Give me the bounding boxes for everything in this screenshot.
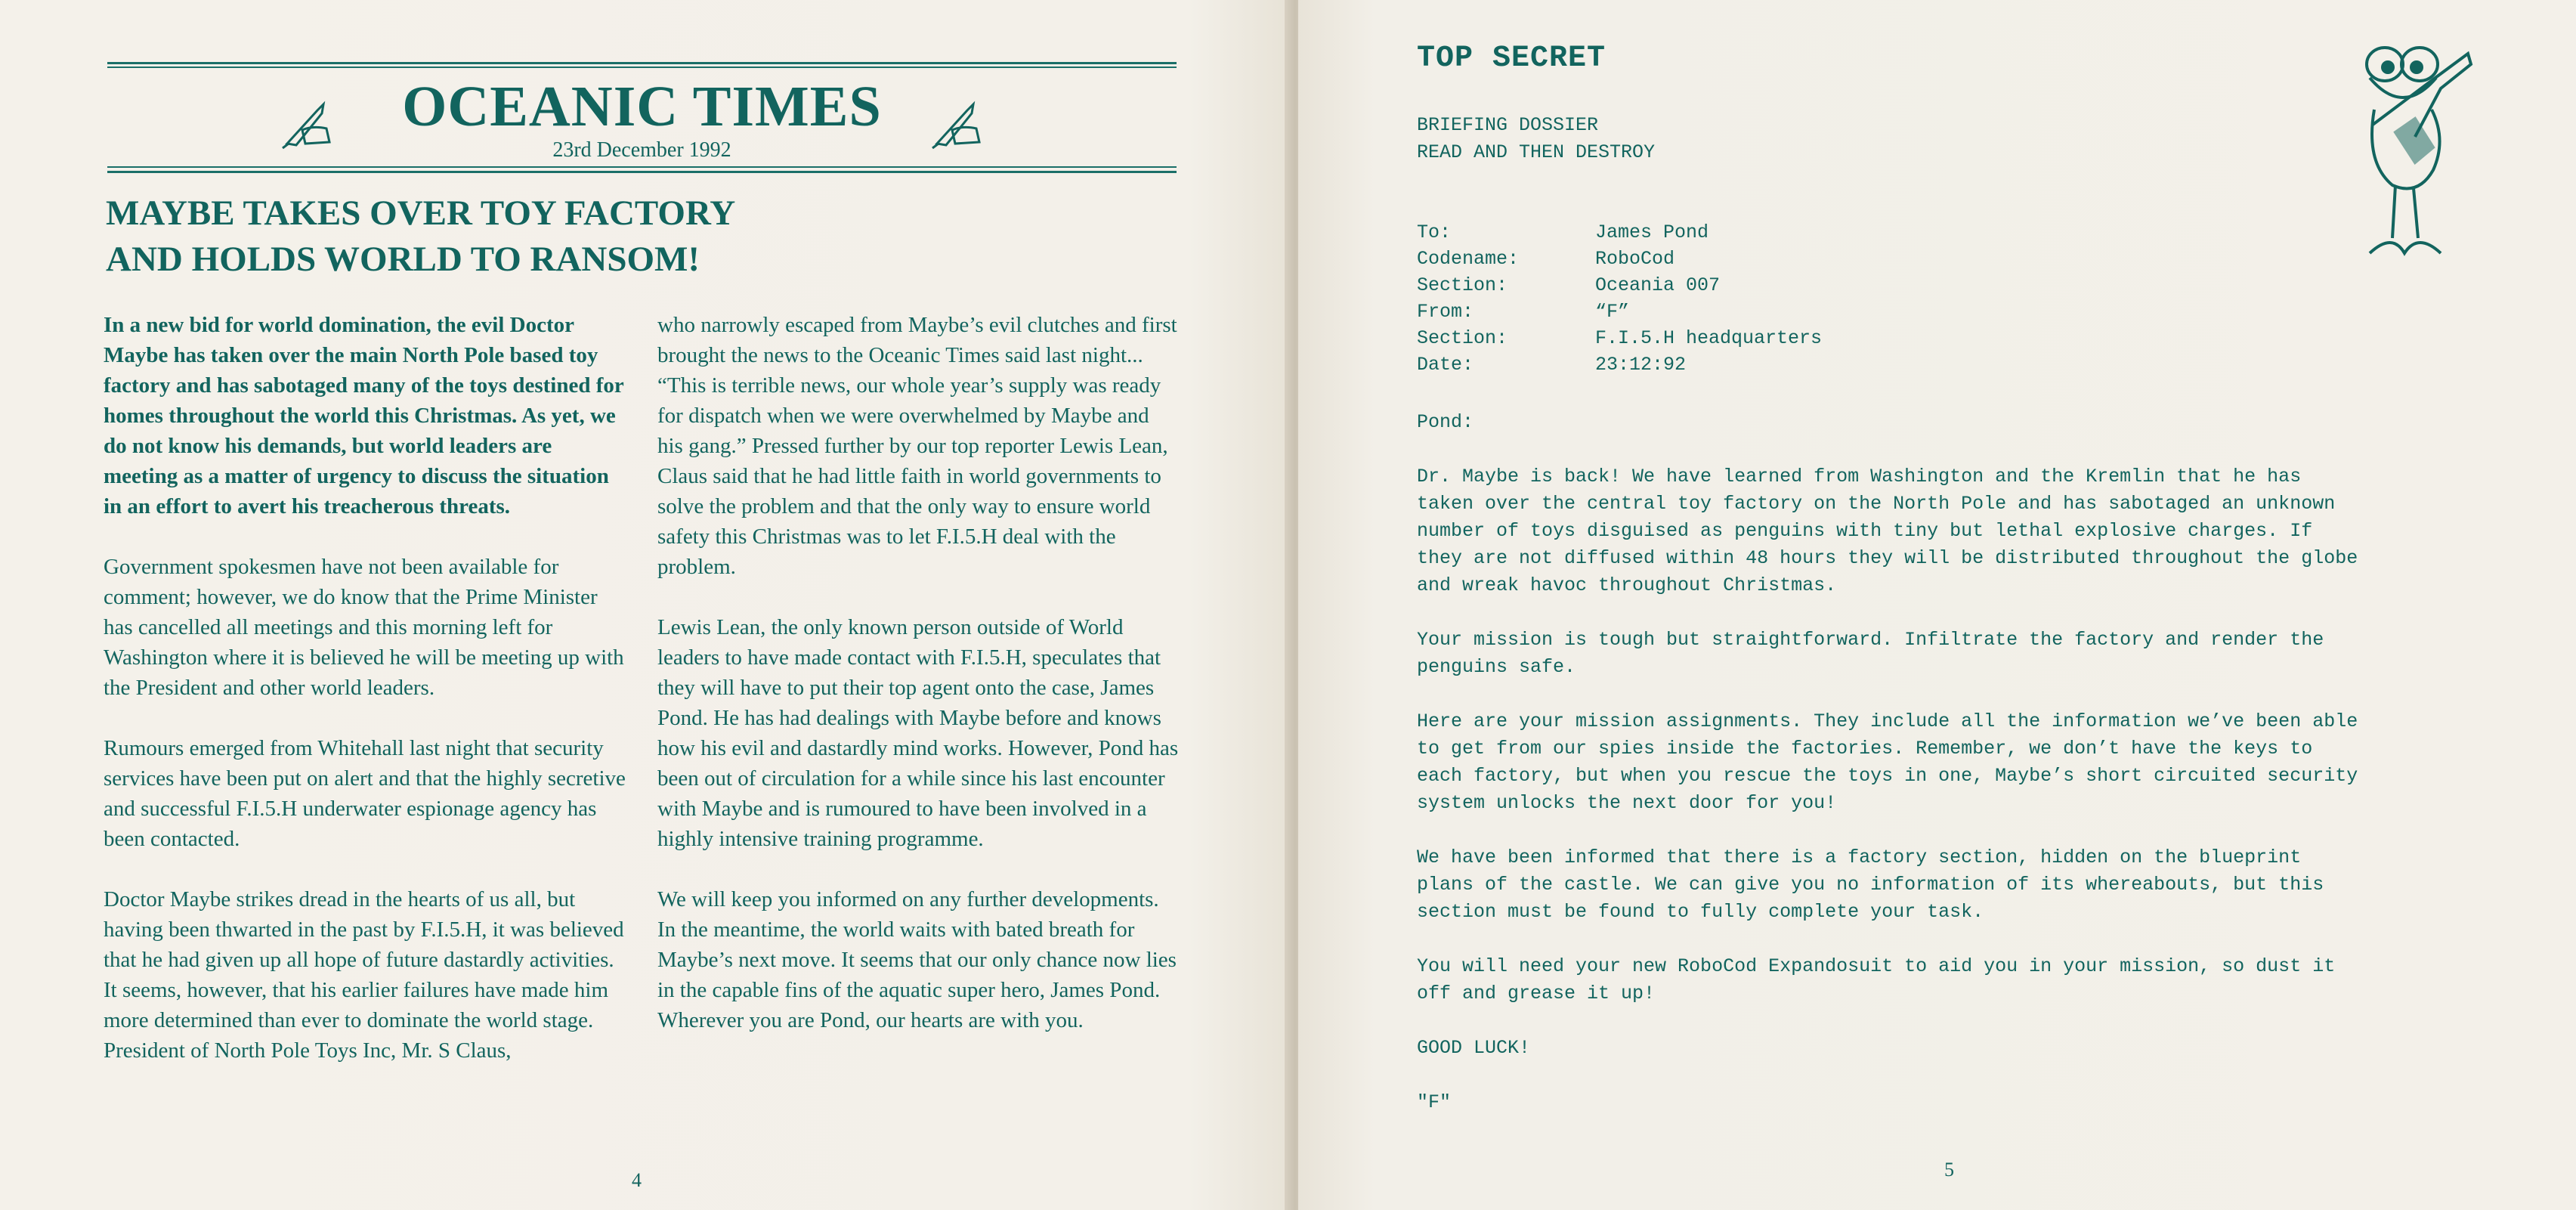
- field-row: [1417, 299, 1822, 325]
- article-paragraph: who narrowly escaped from Maybe’s evil clutches and first brought the news to the Oceanic Times said last night... “This is terrible news, our whole year’s supply was ready for dispatch when we were overwhelmed by Maybe and his gang.” Pressed further by our top reporter Lewis Lean, Claus said that he had little faith in world governments to solve the problem and that the only way to ensure world safety this Christmas was to let F.I.5.H deal with the problem.: [657, 313, 1177, 579]
- briefing-paragraph: We have been informed that there is a factory section, hidden on the blueprint plans of the castle. We can give you no information of its whereabouts, but this section must be found to fully complete your task.: [1417, 846, 2324, 923]
- article-paragraph: Rumours emerged from Whitehall last night that security services have been put on alert and that the highly secretive and successful F.I.5.H underwater espionage agency has been contacted.: [104, 736, 626, 851]
- field-label: Codename:: [1417, 248, 1520, 270]
- dossier-line: READ AND THEN DESTROY: [1417, 141, 1656, 163]
- field-value: RoboCod: [1595, 248, 1675, 270]
- article-paragraph: We will keep you informed on any further developments. In the meantime, the world waits with bated breath for Maybe’s next move. It seems that our only chance now lies in the capable fins of the aquatic super hero, James Pond. Wherever you are Pond, our hearts are with you.: [657, 887, 1177, 1032]
- field-value: “F”: [1595, 301, 1630, 323]
- field-row: [1417, 272, 1822, 299]
- dossier-line: BRIEFING DOSSIER: [1417, 114, 1599, 136]
- field-label: To:: [1417, 221, 1452, 243]
- right-page: [1298, 0, 2576, 1210]
- field-value: James Pond: [1595, 221, 1709, 243]
- headline-line: MAYBE TAKES OVER TOY FACTORY: [106, 193, 736, 233]
- field-value: F.I.5.H headquarters: [1595, 327, 1823, 349]
- frog-agent-illustration: [2320, 34, 2501, 276]
- dossier-fields: [1417, 219, 1822, 378]
- masthead-date: 23rd December 1992: [552, 138, 731, 162]
- field-label: From:: [1417, 301, 1474, 323]
- article-column-2: [657, 310, 1179, 1066]
- article-paragraph: Lewis Lean, the only known person outside of World leaders to have made contact with F.I.5.H, speculates that they will have to put their top agent onto the case, James Pond. He has had dealings with Maybe before and knows how his evil and dastardly mind works. However, Pond has been out of circulation for a while since his last encounter with Maybe and is rumoured to have been involved in a highly intensive training programme.: [657, 615, 1179, 851]
- page-number: 5: [1944, 1159, 1954, 1181]
- headline-line: AND HOLDS WORLD TO RANSOM!: [106, 240, 700, 279]
- masthead-rule-bottom-2: [107, 171, 1177, 173]
- dossier-header: [1417, 112, 1655, 166]
- masthead-rule-bottom: [107, 166, 1177, 168]
- briefing-paragraph: Pond:: [1417, 411, 1474, 433]
- field-label: Section:: [1417, 327, 1508, 349]
- briefing-signoff: "F": [1417, 1091, 1452, 1113]
- field-row: [1417, 325, 1822, 351]
- briefing-body: [1417, 409, 2475, 1143]
- lead-paragraph: In a new bid for world domination, the evil Doctor Maybe has taken over the main North Pole based toy factory and has sabotaged many of the toys destined for homes throughout the world this Christmas. As yet, we do not know his demands, but world leaders are meeting as a matter of urgency to discuss the situation in an effort to avert his treacherous threats.: [104, 313, 624, 518]
- briefing-paragraph: You will need your new RoboCod Expandosuit to aid you in your mission, so dust it off and grease it up!: [1417, 955, 2336, 1004]
- article-paragraph: Doctor Maybe strikes dread in the hearts of us all, but having been thwarted in the past by F.I.5.H, it was believed that he had given up all hope of future dastardly activities. It seems, however, that his earlier failures have made him more determined than ever to dominate the world stage. President of North Pole Toys Inc, Mr. S Claus,: [104, 887, 624, 1063]
- field-row: [1417, 351, 1822, 378]
- page-number: 4: [632, 1169, 642, 1191]
- briefing-paragraph: Here are your mission assignments. They include all the information we’ve been able to get from our spies inside the factories. Remember, we don’t have the keys to each factory, but when you rescue the toys in one, Maybe’s short circuited security system unlocks the next door for you!: [1417, 710, 2358, 814]
- briefing-paragraph: GOOD LUCK!: [1417, 1037, 1531, 1059]
- field-value: 23:12:92: [1595, 354, 1687, 376]
- briefing-paragraph: Your mission is tough but straightforward. Infiltrate the factory and render the penguins safe.: [1417, 629, 2324, 678]
- masthead-rule-top: [107, 62, 1177, 64]
- field-row: [1417, 246, 1822, 272]
- top-secret-title: TOP SECRET: [1417, 42, 1607, 76]
- field-label: Section:: [1417, 274, 1508, 296]
- article-paragraph: Government spokesmen have not been available for comment; however, we do know that the Prime Minister has cancelled all meetings and this morning left for Washington where it is believed he will be meeting up with the President and other world leaders.: [104, 555, 624, 700]
- headline: [106, 190, 937, 283]
- masthead-title: OCEANIC TIMES: [402, 75, 882, 138]
- article-column-1: [104, 310, 627, 1096]
- field-value: Oceania 007: [1595, 274, 1721, 296]
- field-label: Date:: [1417, 354, 1474, 376]
- field-row: [1417, 219, 1822, 246]
- masthead-rule-top-2: [107, 67, 1177, 68]
- briefing-paragraph: Dr. Maybe is back! We have learned from Washington and the Kremlin that he has taken over the central toy factory on the North Pole and has sabotaged an unknown number of toys disguised as penguins with tiny but lethal explosive charges. If they are not diffused within 48 hours they will be distributed throughout the globe and wreak havoc throughout Christmas.: [1417, 466, 2358, 596]
